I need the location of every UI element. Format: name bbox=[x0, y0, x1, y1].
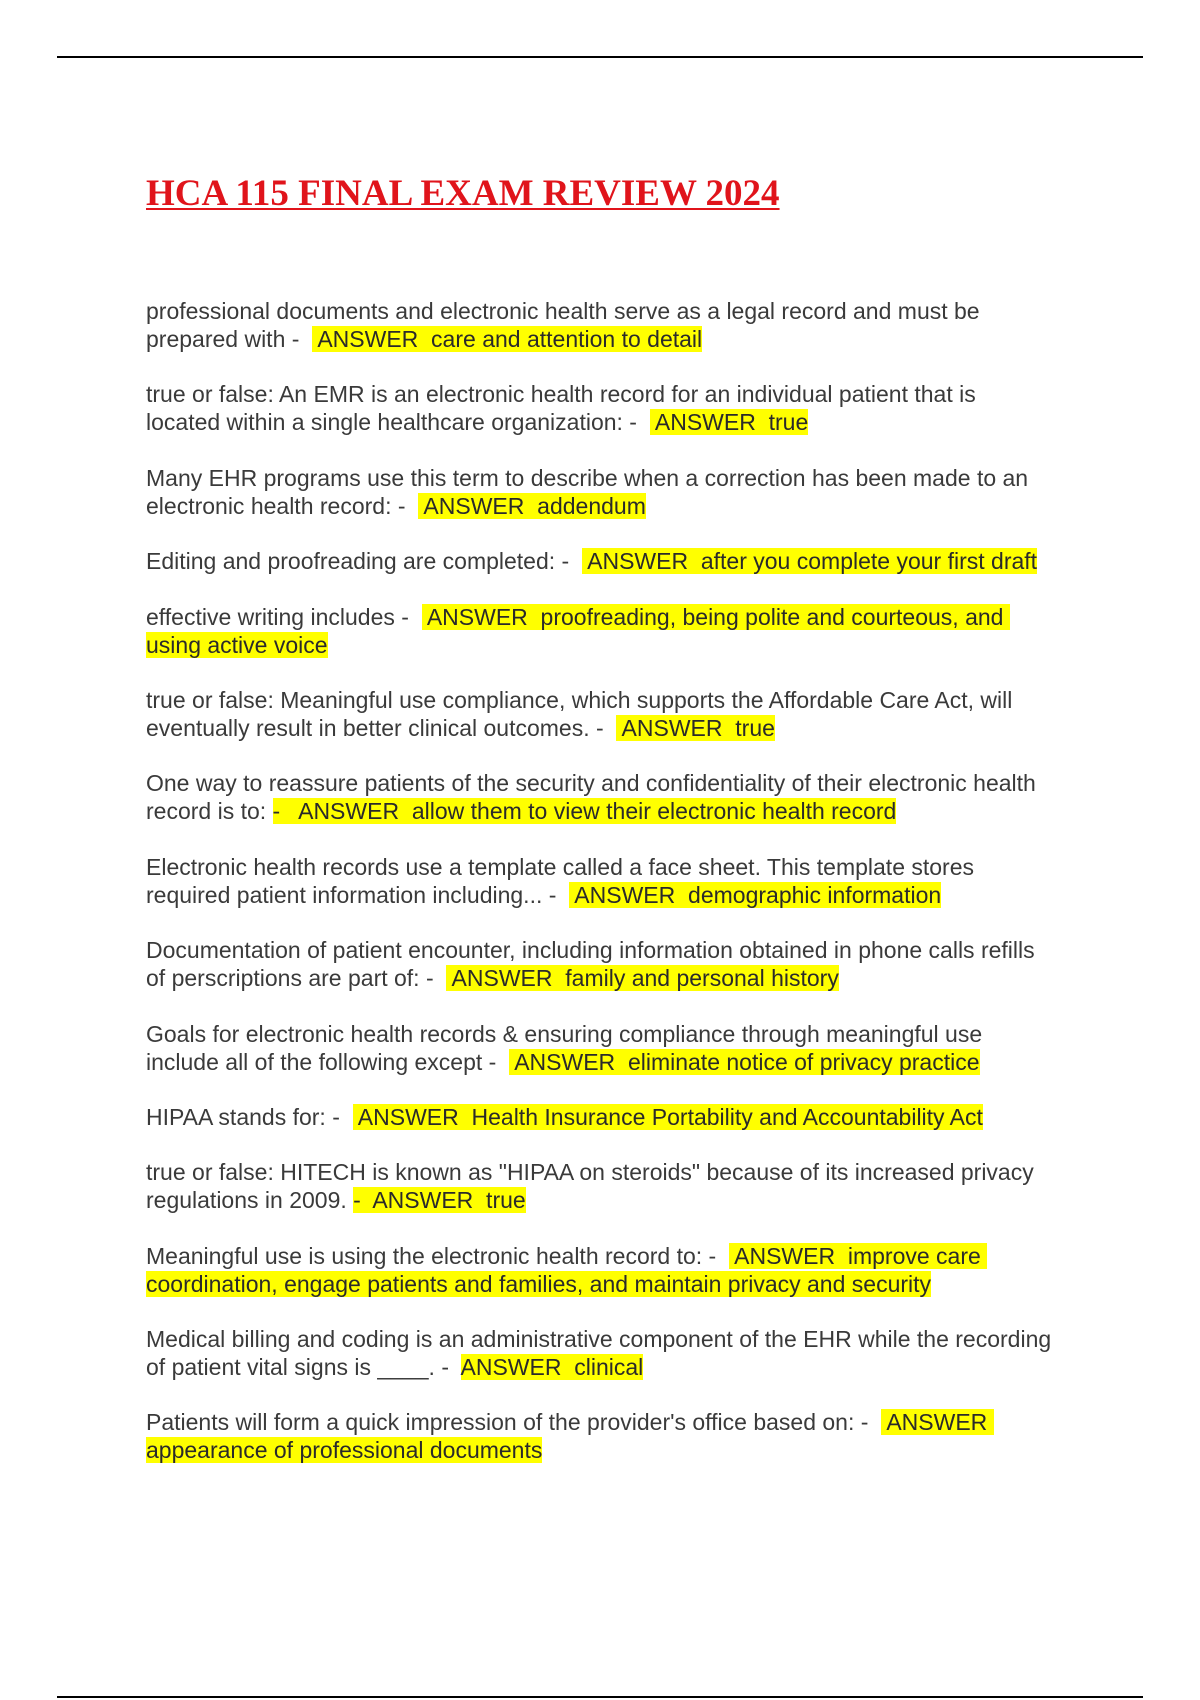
qa-item bbox=[146, 1158, 1056, 1214]
qa-item bbox=[146, 464, 1056, 520]
qa-item bbox=[146, 853, 1056, 909]
header-rule bbox=[57, 56, 1143, 58]
question-text: professional documents and electronic health serve as a legal record and must be prepared with - bbox=[146, 298, 986, 352]
answer-highlight: ANSWER appearance of professional documents bbox=[146, 1409, 994, 1464]
answer-highlight: ANSWER proofreading, being polite and courteous, and using active voice bbox=[146, 603, 1010, 658]
question-text: true or false: HITECH is known as "HIPAA on steroids" because of its increased privacy regulations in 2009. bbox=[146, 1159, 1041, 1214]
answer-highlight: ANSWER family and personal history bbox=[446, 965, 839, 992]
answer-highlight: - ANSWER allow them to view their electronic health record bbox=[272, 798, 897, 825]
page-title: HCA 115 FINAL EXAM REVIEW 2024 bbox=[146, 173, 780, 214]
question-text: Meaningful use is using the electronic health record to: - bbox=[146, 1242, 729, 1269]
qa-item bbox=[146, 603, 1056, 659]
qa-item bbox=[146, 936, 1056, 992]
question-text: Patients will form a quick impression of the provider's office based on: - bbox=[146, 1409, 882, 1436]
answer-highlight: ANSWER after you complete your first draft bbox=[582, 548, 1038, 575]
question-text: effective writing includes - bbox=[146, 603, 422, 630]
question-text: HIPAA stands for: - bbox=[146, 1103, 353, 1130]
question-text: true or false: An EMR is an electronic health record for an individual patient that is located within a single healthcare organization: - bbox=[146, 381, 983, 436]
question-text: Many EHR programs use this term to describe when a correction has been made to an electronic health record: - bbox=[146, 464, 1035, 519]
qa-item bbox=[146, 380, 1056, 436]
qa-item bbox=[146, 769, 1056, 825]
footer-rule bbox=[57, 1696, 1143, 1698]
answer-highlight: ANSWER true bbox=[616, 714, 775, 741]
answer-highlight: ANSWER Health Insurance Portability and Accountability Act bbox=[352, 1103, 983, 1130]
qa-item bbox=[146, 1408, 1056, 1464]
answer-highlight: ANSWER care and attention to detail bbox=[312, 326, 703, 352]
answer-highlight: ANSWER improve care coordination, engage patients and families, and maintain privacy and security bbox=[146, 1242, 988, 1297]
answer-highlight: ANSWER eliminate notice of privacy practice bbox=[509, 1048, 980, 1075]
qa-item bbox=[146, 1242, 1056, 1298]
question-text: One way to reassure patients of the security and confidentiality of their electronic health record is to: bbox=[146, 770, 1043, 825]
question-text: Goals for electronic health records & ensuring compliance through meaningful use include all of the following except - bbox=[146, 1020, 989, 1075]
question-text: Electronic health records use a template called a face sheet. This template stores required patient information including... - bbox=[146, 853, 981, 908]
answer-highlight: ANSWER clinical bbox=[460, 1354, 644, 1381]
qa-item bbox=[146, 686, 1056, 742]
qa-item bbox=[146, 547, 1056, 575]
question-text: true or false: Meaningful use compliance, which supports the Affordable Care Act, will eventually result in better clinical outcomes. - bbox=[146, 686, 1019, 741]
answer-highlight: ANSWER demographic information bbox=[569, 881, 942, 908]
qa-item bbox=[146, 297, 1056, 353]
answer-highlight: ANSWER true bbox=[649, 409, 809, 436]
qa-item bbox=[146, 1020, 1056, 1076]
question-text: Documentation of patient encounter, including information obtained in phone calls refills of perscriptions are part of: - bbox=[146, 937, 1042, 992]
qa-item bbox=[146, 1325, 1056, 1381]
qa-item bbox=[146, 1103, 1056, 1131]
question-text: Medical billing and coding is an administrative component of the EHR while the recording of patient vital signs is ____. - bbox=[146, 1326, 1058, 1381]
answer-highlight: ANSWER addendum bbox=[418, 492, 646, 519]
answer-highlight: - ANSWER true bbox=[353, 1187, 526, 1214]
qa-list bbox=[146, 297, 1056, 1492]
question-text: Editing and proofreading are completed: - bbox=[146, 548, 582, 575]
